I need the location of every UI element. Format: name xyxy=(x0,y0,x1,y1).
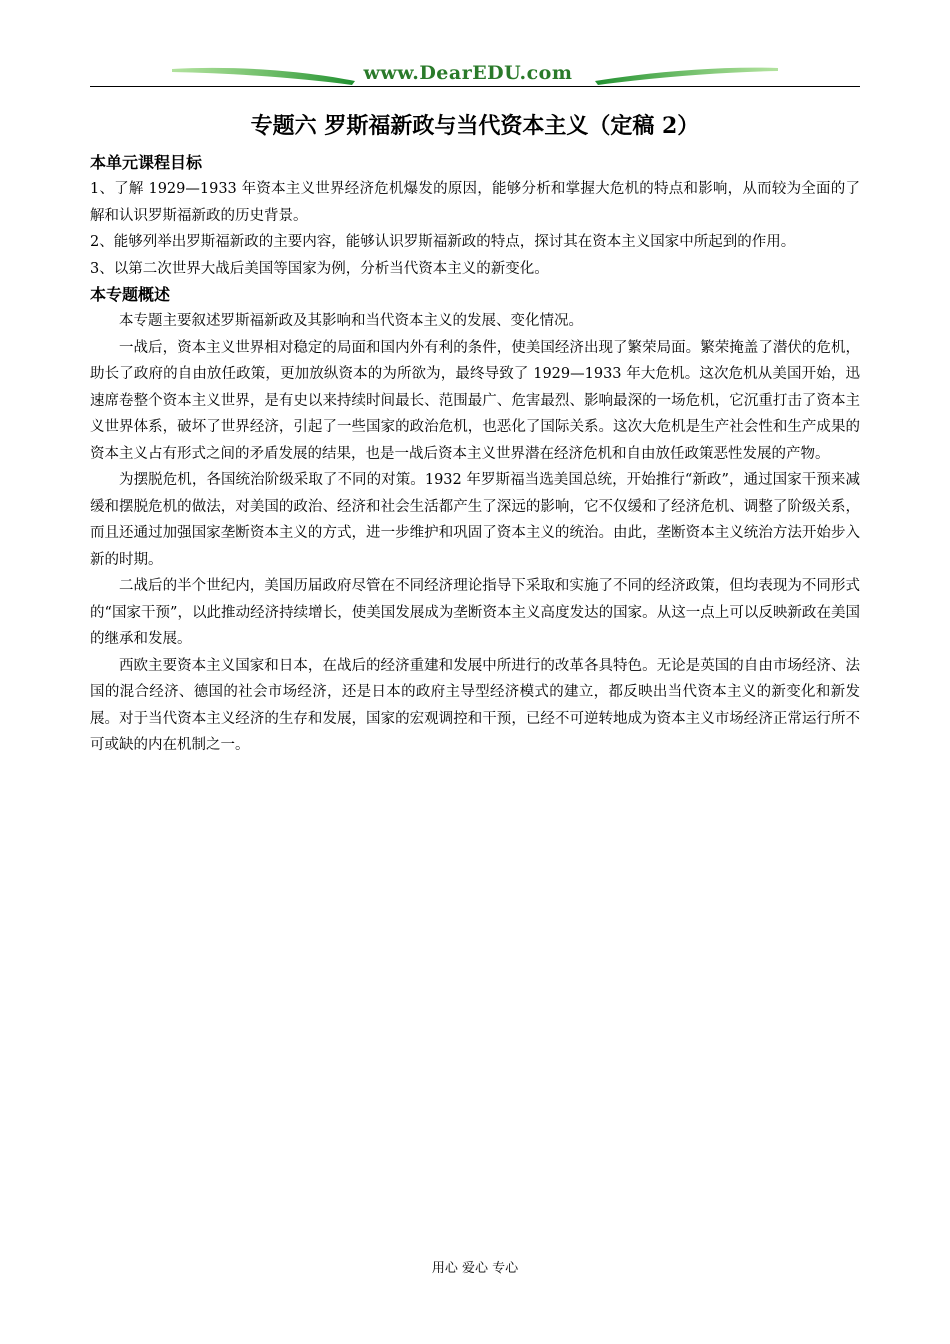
overview-paragraph-1: 本专题主要叙述罗斯福新政及其影响和当代资本主义的发展、变化情况。 xyxy=(119,313,583,329)
section-heading-overview: 本专题概述 xyxy=(90,285,171,304)
overview-paragraph-2: 一战后，资本主义世界相对稳定的局面和国内外有利的条件，使美国经济出现了繁荣局面。繁荣掩盖了潜伏的危机，助长了政府的自由放任政策，更加放纵资本的为所欲为，最终导致了 1929—1933 年大危机。这次危机从美国开始，迅速席卷整个资本主义世界，是有史以来持续时间最长、范围最广、危害最烈、影响最深的一场危机，它沉重打击了资本主义世界体系，破坏了世界经济，引起了一些国家的政治危机，也恶化了国际关系。这次大危机是生产社会性和生产成果的资本主义占有形式之间的矛盾发展的结果，也是一战后资本主义世界潜在经济危机和自由放任政策恶性发展的产物。 xyxy=(90,339,860,462)
document-body xyxy=(90,150,860,759)
site-url-logo: www.DearEDU.com xyxy=(363,62,573,84)
page-footer: 用心 爱心 专心 xyxy=(431,1261,519,1276)
section-heading-goals: 本单元课程目标 xyxy=(90,153,203,172)
header-rule xyxy=(90,86,860,87)
goal-item-1: 1、了解 1929—1933 年资本主义世界经济危机爆发的原因，能够分析和掌握大危机的特点和影响，从而较为全面的了解和认识罗斯福新政的历史背景。 xyxy=(90,181,860,224)
document-title: 专题六 罗斯福新政与当代资本主义（定稿 2） xyxy=(250,113,700,139)
goal-item-3: 3、以第二次世界大战后美国等国家为例，分析当代资本主义的新变化。 xyxy=(90,260,549,277)
overview-paragraph-5: 西欧主要资本主义国家和日本，在战后的经济重建和发展中所进行的改革各具特色。无论是英国的自由市场经济、法国的混合经济、德国的社会市场经济，还是日本的政府主导型经济模式的建立，都反映出当代资本主义的新变化和新发展。对于当代资本主义经济的生存和发展，国家的宏观调控和干预，已经不可逆转地成为资本主义市场经济正常运行所不可或缺的内在机制之一。 xyxy=(90,657,860,753)
overview-paragraph-4: 二战后的半个世纪内，美国历届政府尽管在不同经济理论指导下采取和实施了不同的经济政策，但均表现为不同形式的“国家干预”，以此推动经济持续增长，使美国发展成为垄断资本主义高度发达的国家。从这一点上可以反映新政在美国的继承和发展。 xyxy=(90,578,860,647)
goal-item-2: 2、能够列举出罗斯福新政的主要内容，能够认识罗斯福新政的特点，探讨其在资本主义国家中所起到的作用。 xyxy=(90,234,796,250)
header-banner xyxy=(90,60,860,92)
overview-paragraph-3: 为摆脱危机，各国统治阶级采取了不同的对策。1932 年罗斯福当选美国总统，开始推行“新政”，通过国家干预来减缓和摆脱危机的做法，对美国的政治、经济和社会生活都产生了深远的影响，它不仅缓和了经济危机、调整了阶级关系，而且还通过加强国家垄断资本主义的方式，进一步维护和巩固了资本主义的统治。由此，垄断资本主义统治方法开始步入新的时期。 xyxy=(90,472,860,568)
